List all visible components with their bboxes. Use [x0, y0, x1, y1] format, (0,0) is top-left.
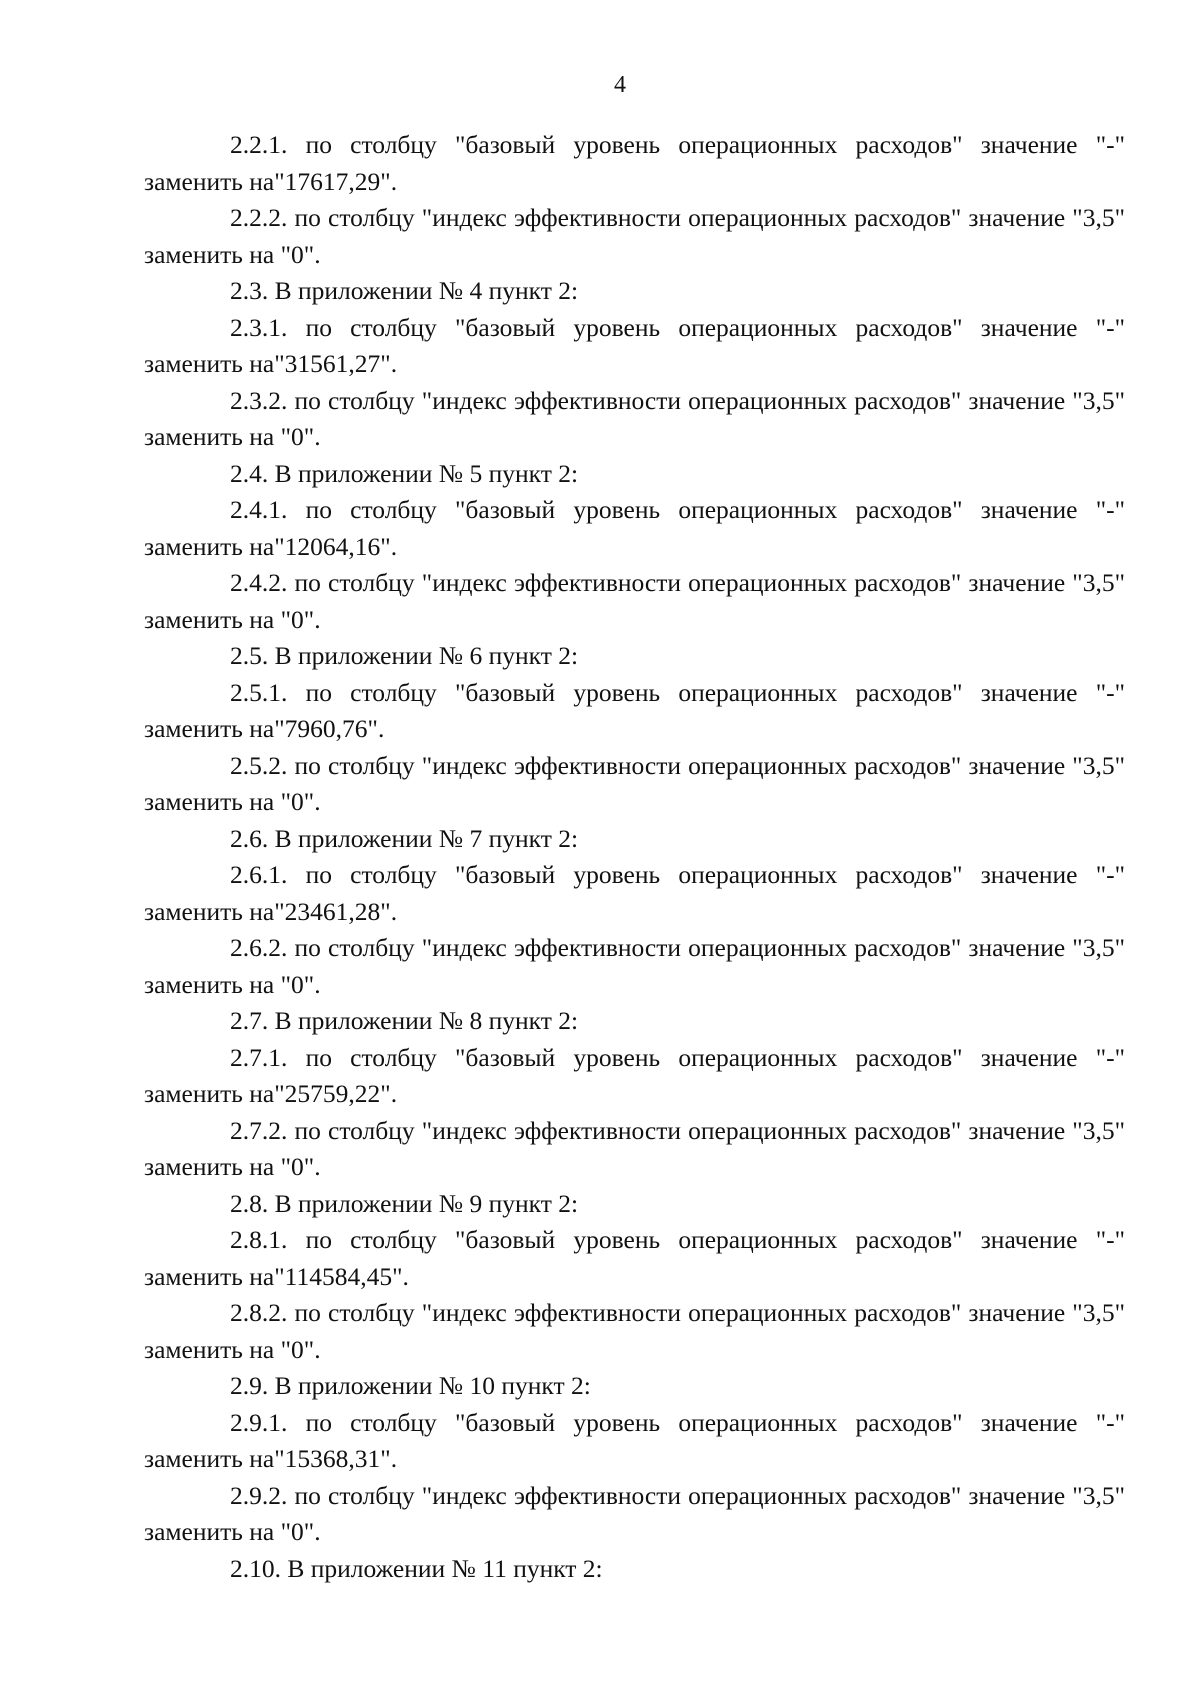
paragraph-2-5: 2.5. В приложении № 6 пункт 2: — [230, 641, 579, 670]
paragraph-2-2-1: 2.2.1. по столбцу "базовый уровень операционных расходов" значение "-" заменить на"17617,29". — [144, 130, 1125, 196]
paragraph-2-3-2: 2.3.2. по столбцу "индекс эффективности операционных расходов" значение "3,5" заменить на "0". — [144, 385, 1125, 451]
paragraph-2-6: 2.6. В приложении № 7 пункт 2: — [230, 823, 579, 853]
paragraph-2-8-2: 2.8.2. по столбцу "индекс эффективности операционных расходов" значение "3,5" заменить на "0". — [144, 1298, 1125, 1364]
paragraph-2-8-1: 2.8.1. по столбцу "базовый уровень операционных расходов" значение "-" заменить на"114584,45". — [144, 1225, 1125, 1291]
paragraph-2-4: 2.4. В приложении № 5 пункт 2: — [230, 458, 579, 488]
paragraph-2-6-1: 2.6.1. по столбцу "базовый уровень операционных расходов" значение "-" заменить на"23461,28". — [144, 860, 1125, 926]
paragraph-2-5-2: 2.5.2. по столбцу "индекс эффективности операционных расходов" значение "3,5" заменить на "0". — [144, 750, 1125, 816]
paragraph-2-9: 2.9. В приложении № 10 пункт 2: — [230, 1371, 591, 1400]
paragraph-2-10: 2.10. В приложении № 11 пункт 2: — [230, 1553, 603, 1583]
page-number: 4 — [614, 72, 626, 98]
document-body — [144, 127, 1125, 1587]
paragraph-2-7-2: 2.7.2. по столбцу "индекс эффективности операционных расходов" значение "3,5" заменить на "0". — [144, 1115, 1125, 1181]
paragraph-2-9-1: 2.9.1. по столбцу "базовый уровень операционных расходов" значение "-" заменить на"15368,31". — [144, 1407, 1125, 1473]
paragraph-2-3: 2.3. В приложении № 4 пункт 2: — [230, 276, 579, 305]
paragraph-2-4-1: 2.4.1. по столбцу "базовый уровень операционных расходов" значение "-" заменить на"12064,16". — [144, 495, 1125, 561]
paragraph-2-5-1: 2.5.1. по столбцу "базовый уровень операционных расходов" значение "-" заменить на"7960,76". — [144, 677, 1125, 743]
paragraph-2-3-1: 2.3.1. по столбцу "базовый уровень операционных расходов" значение "-" заменить на"31561,27". — [144, 312, 1125, 378]
paragraph-2-9-2: 2.9.2. по столбцу "индекс эффективности операционных расходов" значение "3,5" заменить на "0". — [144, 1480, 1125, 1546]
paragraph-2-4-2: 2.4.2. по столбцу "индекс эффективности операционных расходов" значение "3,5" заменить на "0". — [144, 568, 1125, 634]
paragraph-2-2-2: 2.2.2. по столбцу "индекс эффективности операционных расходов" значение "3,5" заменить на "0". — [144, 203, 1125, 269]
paragraph-2-7-1: 2.7.1. по столбцу "базовый уровень операционных расходов" значение "-" заменить на"25759,22". — [144, 1042, 1125, 1108]
paragraph-2-8: 2.8. В приложении № 9 пункт 2: — [230, 1188, 579, 1218]
paragraph-2-6-2: 2.6.2. по столбцу "индекс эффективности операционных расходов" значение "3,5" заменить на "0". — [144, 933, 1125, 999]
paragraph-2-7: 2.7. В приложении № 8 пункт 2: — [230, 1006, 579, 1035]
